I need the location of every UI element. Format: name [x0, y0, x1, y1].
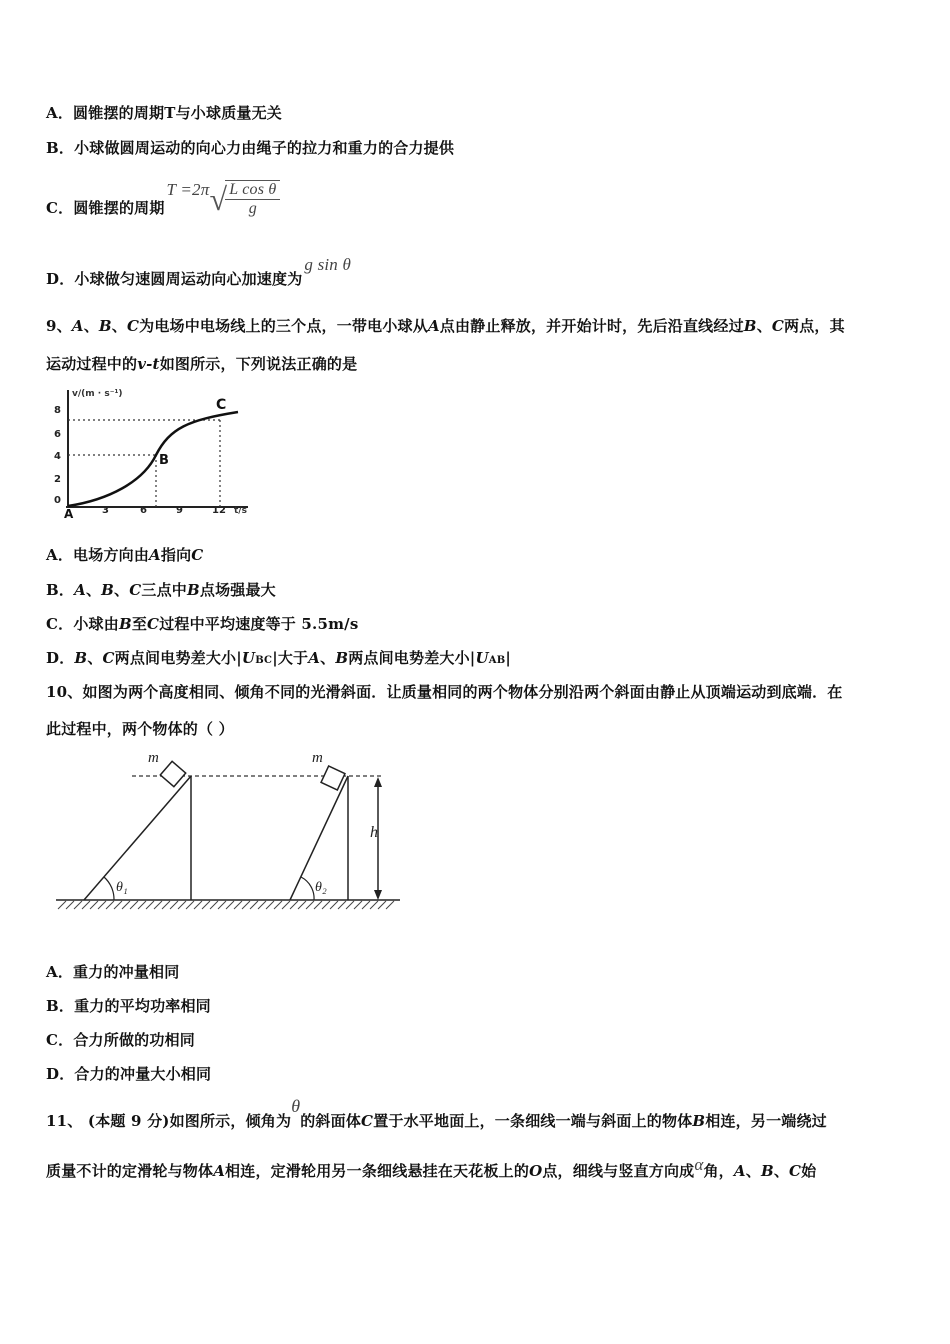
x-tick-label: 3 [102, 505, 109, 516]
mass-1-label: m [148, 750, 159, 766]
q11-var: A [733, 1162, 746, 1180]
q9-opt-text: 、 [320, 649, 336, 667]
q9-opt-var: A [74, 581, 86, 599]
q9-sep: 、 [111, 317, 127, 335]
q9-opt-subscript: BC [255, 655, 273, 666]
q9-var: B [743, 317, 757, 335]
q11-alpha: α [694, 1155, 704, 1174]
height-label: h [370, 824, 378, 841]
q9-var: A [71, 317, 84, 335]
q9-opt-text: 三点中 [141, 581, 187, 599]
q11-text: 的斜面体 [300, 1112, 362, 1130]
q9-text: 如图所示，下列说法正确的是 [159, 355, 358, 373]
q11-var: C [789, 1162, 802, 1180]
q11-var: C [361, 1112, 374, 1130]
q8-option-c-fraction [225, 180, 280, 218]
q9-sep: 、 [83, 317, 99, 335]
q9-opt-text: 、 [87, 649, 103, 667]
q8-option-c-formula-lhs: T =2π [166, 180, 210, 199]
q9-vt-graph [48, 382, 263, 522]
q9-opt-text: 过程中平均速度等于 5.5m/s [159, 615, 359, 633]
q10-option-d: D．合力的冲量大小相同 [46, 1065, 212, 1083]
q8-option-c-denominator: g [248, 200, 257, 217]
q9-opt-text: 两点间电势差大小| [348, 649, 476, 667]
q9-opt-var: B [118, 615, 132, 633]
block-1 [160, 761, 185, 786]
q8-option-c-numerator: L cos θ [225, 181, 280, 200]
q9-opt-text: |大于 [272, 649, 309, 667]
q9-opt-var: B [101, 581, 115, 599]
theta-1-label: θ₁ [116, 880, 128, 895]
q10-option-b: B．重力的平均功率相同 [46, 997, 211, 1015]
q9-opt-var: A [149, 546, 161, 564]
mass-2-label: m [312, 750, 323, 766]
q9-opt-text: C．小球由 [46, 615, 119, 633]
q9-option-c [46, 613, 359, 634]
q9-opt-text: B． [46, 581, 75, 599]
y-axis-label: v/(m · s⁻¹) [72, 389, 123, 399]
q11-var: O [529, 1162, 543, 1180]
q8-option-d-text: D．小球做匀速圆周运动向心加速度为 [46, 270, 303, 288]
ground-hatching [58, 901, 394, 909]
height-arrow-head-top [374, 777, 382, 787]
q9-opt-text: 点场强最大 [199, 581, 276, 599]
q9-opt-var: A [308, 649, 321, 667]
q9-opt-var: U [241, 649, 256, 667]
q11-var: B [692, 1112, 706, 1130]
q9-opt-var: C [191, 546, 204, 564]
q9-opt-text: D． [46, 649, 75, 667]
q11-text: 相连，定滑轮用另一条细线悬挂在天花板上的 [225, 1162, 530, 1180]
point-a-label: A [64, 507, 74, 521]
q9-text: 为电场中电场线上的三个点，一带电小球从 [139, 317, 428, 335]
q9-opt-text: 、 [114, 581, 130, 599]
x-tick-label: 12 [212, 505, 226, 516]
q11-text: 、 [773, 1162, 790, 1180]
q9-opt-subscript: AB [488, 655, 506, 666]
q11-text: 、 [745, 1162, 761, 1180]
q9-text: 两点，其 [784, 317, 845, 335]
q9-opt-var: U [475, 649, 489, 667]
y-tick-label: 4 [54, 451, 61, 462]
q9-number: 9、 [46, 317, 72, 335]
q11-text: 点，细线与竖直方向成 [542, 1162, 695, 1180]
q9-opt-text: 至 [131, 615, 148, 633]
q9-option-b [46, 579, 276, 600]
x-tick-label: 6 [140, 505, 147, 516]
q9-var: A [427, 317, 440, 335]
q11-theta: θ [291, 1096, 301, 1116]
q9-opt-var: B [186, 581, 200, 599]
theta-2-label: θ₂ [315, 880, 327, 895]
y-tick-label: 2 [54, 474, 61, 485]
q11-stem-line2 [46, 1155, 817, 1181]
q11-text: 11、 (本题 9 分)如图所示，倾角为 [46, 1112, 292, 1130]
q9-var: C [771, 317, 785, 335]
incline-1-slope [84, 776, 191, 900]
q9-option-d [46, 647, 511, 668]
point-c-label: C [216, 397, 227, 413]
q11-text: 相连，另一端绕过 [705, 1112, 827, 1130]
q11-text: 质量不计的定滑轮与物体 [46, 1162, 214, 1180]
q9-text: 点由静止释放，并开始计时，先后沿直线经过 [439, 317, 744, 335]
q9-vt: v-t [137, 355, 160, 373]
q11-text: 角， [703, 1162, 734, 1180]
sqrt-icon: √ [209, 181, 228, 217]
q9-var: B [98, 317, 112, 335]
q9-sep: 、 [756, 317, 772, 335]
q8-option-d-formula: g sin θ [304, 255, 352, 274]
point-b-label: B [159, 453, 169, 468]
q9-stem-line1 [46, 315, 845, 336]
angle-1-arc [104, 877, 114, 900]
q11-var: B [760, 1162, 774, 1180]
q11-stem-line1 [46, 1096, 827, 1131]
q10-stem-line1: 10、如图为两个高度相同、倾角不同的光滑斜面．让质量相同的两个物体分别沿两个斜面由静止从顶端运动到底端．在 [46, 683, 843, 701]
q9-opt-var: C [147, 615, 160, 633]
q10-option-c: C．合力所做的功相同 [46, 1031, 195, 1049]
q11-var: A [213, 1162, 226, 1180]
q9-stem-line2 [46, 353, 357, 374]
block-2 [321, 766, 345, 790]
q10-stem-line2: 此过程中，两个物体的（ ） [46, 720, 234, 738]
q9-var: C [126, 317, 140, 335]
height-arrow-head-bottom [374, 890, 382, 900]
y-tick-label: 8 [54, 405, 61, 416]
q11-text: 置于水平地面上，一条细线一端与斜面上的物体 [373, 1112, 693, 1130]
q9-opt-text: 两点间电势差大小| [114, 649, 242, 667]
q9-option-a [46, 544, 203, 565]
q9-opt-text: A．电场方向由 [46, 546, 150, 564]
q9-text: 运动过程中的 [46, 355, 138, 373]
angle-2-arc [301, 877, 314, 900]
q9-opt-var: C [102, 649, 115, 667]
q8-option-d [46, 255, 352, 289]
x-tick-label: 9 [176, 505, 183, 516]
q9-opt-var: B [74, 649, 88, 667]
y-tick-label: 0 [54, 495, 61, 506]
q9-opt-text: | [505, 649, 512, 667]
q9-opt-var: C [129, 581, 142, 599]
q9-opt-text: 指向 [160, 546, 192, 564]
y-tick-label: 6 [54, 429, 61, 440]
x-axis-label: t/s [234, 506, 247, 516]
q9-opt-var: B [335, 649, 349, 667]
q11-text: 始 [801, 1162, 817, 1180]
q10-option-a: A．重力的冲量相同 [46, 963, 180, 981]
q8-option-c [46, 180, 280, 218]
q9-opt-text: 、 [85, 581, 102, 599]
vt-curve [68, 412, 238, 506]
q8-option-a: A．圆锥摆的周期T与小球质量无关 [46, 104, 283, 122]
q10-incline-figure [52, 745, 407, 920]
q8-option-c-text: C．圆锥摆的周期 [46, 198, 165, 217]
q8-option-b: B．小球做圆周运动的向心力由绳子的拉力和重力的合力提供 [46, 139, 455, 157]
